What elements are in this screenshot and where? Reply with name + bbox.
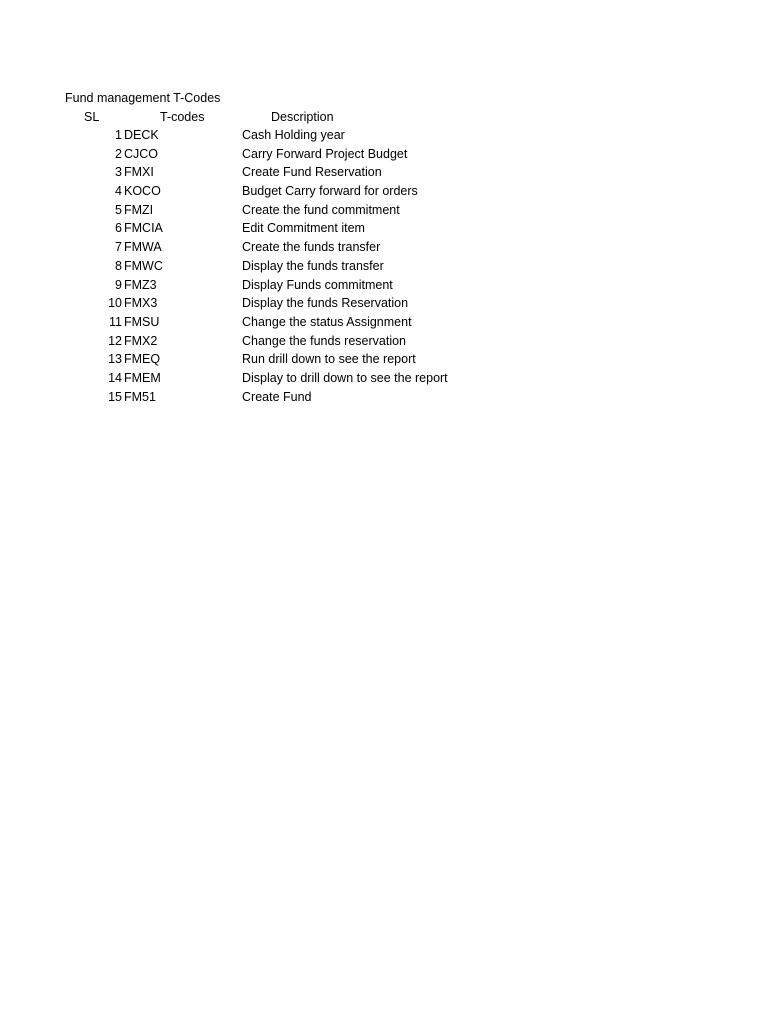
row-sl: 9 — [115, 277, 122, 292]
row-description: Display the funds transfer — [242, 258, 384, 273]
table-row — [0, 182, 768, 201]
row-sl: 4 — [115, 184, 122, 199]
row-tcode: FM51 — [124, 389, 156, 404]
row-description: Create Fund Reservation — [242, 165, 382, 180]
row-tcode: FMXI — [124, 165, 154, 180]
table-row — [0, 163, 768, 182]
table-row — [0, 388, 768, 407]
row-sl: 6 — [115, 221, 122, 236]
row-tcode: KOCO — [124, 184, 161, 199]
row-sl: 13 — [108, 352, 122, 367]
row-tcode: FMEM — [124, 370, 161, 385]
table-row — [0, 332, 768, 351]
table-row — [0, 276, 768, 295]
row-tcode: FMX3 — [124, 296, 158, 311]
table-row — [0, 145, 768, 164]
row-description: Run drill down to see the report — [242, 352, 416, 367]
row-description: Display the funds Reservation — [242, 296, 409, 311]
row-description: Budget Carry forward for orders — [242, 184, 418, 199]
row-tcode: FMWA — [124, 240, 162, 255]
table-row — [0, 294, 768, 313]
row-tcode: FMX2 — [124, 333, 158, 348]
table-row — [0, 238, 768, 257]
row-description: Create Fund — [242, 389, 312, 404]
header-tcodes: T-codes — [160, 110, 205, 124]
table-row — [0, 201, 768, 220]
row-tcode: DECK — [124, 128, 159, 142]
row-tcode: FMSU — [124, 314, 160, 329]
row-tcode: FMCIA — [124, 221, 163, 236]
row-sl: 12 — [108, 333, 122, 348]
row-sl: 3 — [115, 165, 122, 180]
row-description: Change the funds reservation — [242, 333, 406, 348]
row-tcode: FMZ3 — [124, 277, 157, 292]
row-sl: 11 — [109, 314, 122, 329]
row-sl: 8 — [115, 258, 122, 273]
header-description: Description — [271, 110, 334, 124]
tcode-table — [0, 126, 768, 406]
row-description: Edit Commitment item — [242, 221, 365, 236]
row-tcode: FMZI — [124, 202, 154, 217]
row-sl: 5 — [115, 202, 122, 217]
row-sl: 1 — [115, 128, 122, 142]
sheet-title: Fund management T-Codes — [65, 91, 221, 105]
table-row — [0, 257, 768, 276]
row-description: Display Funds commitment — [242, 277, 393, 292]
row-description: Change the status Assignment — [242, 314, 412, 329]
row-tcode: FMEQ — [124, 352, 161, 367]
header-sl: SL — [84, 110, 100, 124]
row-tcode: FMWC — [124, 258, 163, 273]
row-sl: 15 — [108, 389, 122, 404]
row-description: Create the fund commitment — [242, 202, 400, 217]
row-description: Display to drill down to see the report — [242, 370, 448, 385]
table-row — [0, 369, 768, 388]
row-description: Cash Holding year — [242, 128, 345, 142]
table-row — [0, 350, 768, 369]
table-row — [0, 313, 768, 332]
table-row — [0, 126, 768, 145]
row-description: Carry Forward Project Budget — [242, 146, 408, 161]
row-sl: 2 — [115, 146, 122, 161]
row-tcode: CJCO — [124, 146, 159, 161]
row-sl: 7 — [115, 240, 122, 255]
row-description: Create the funds transfer — [242, 240, 381, 255]
row-sl: 10 — [108, 296, 122, 311]
row-sl: 14 — [108, 370, 122, 385]
table-row — [0, 219, 768, 238]
